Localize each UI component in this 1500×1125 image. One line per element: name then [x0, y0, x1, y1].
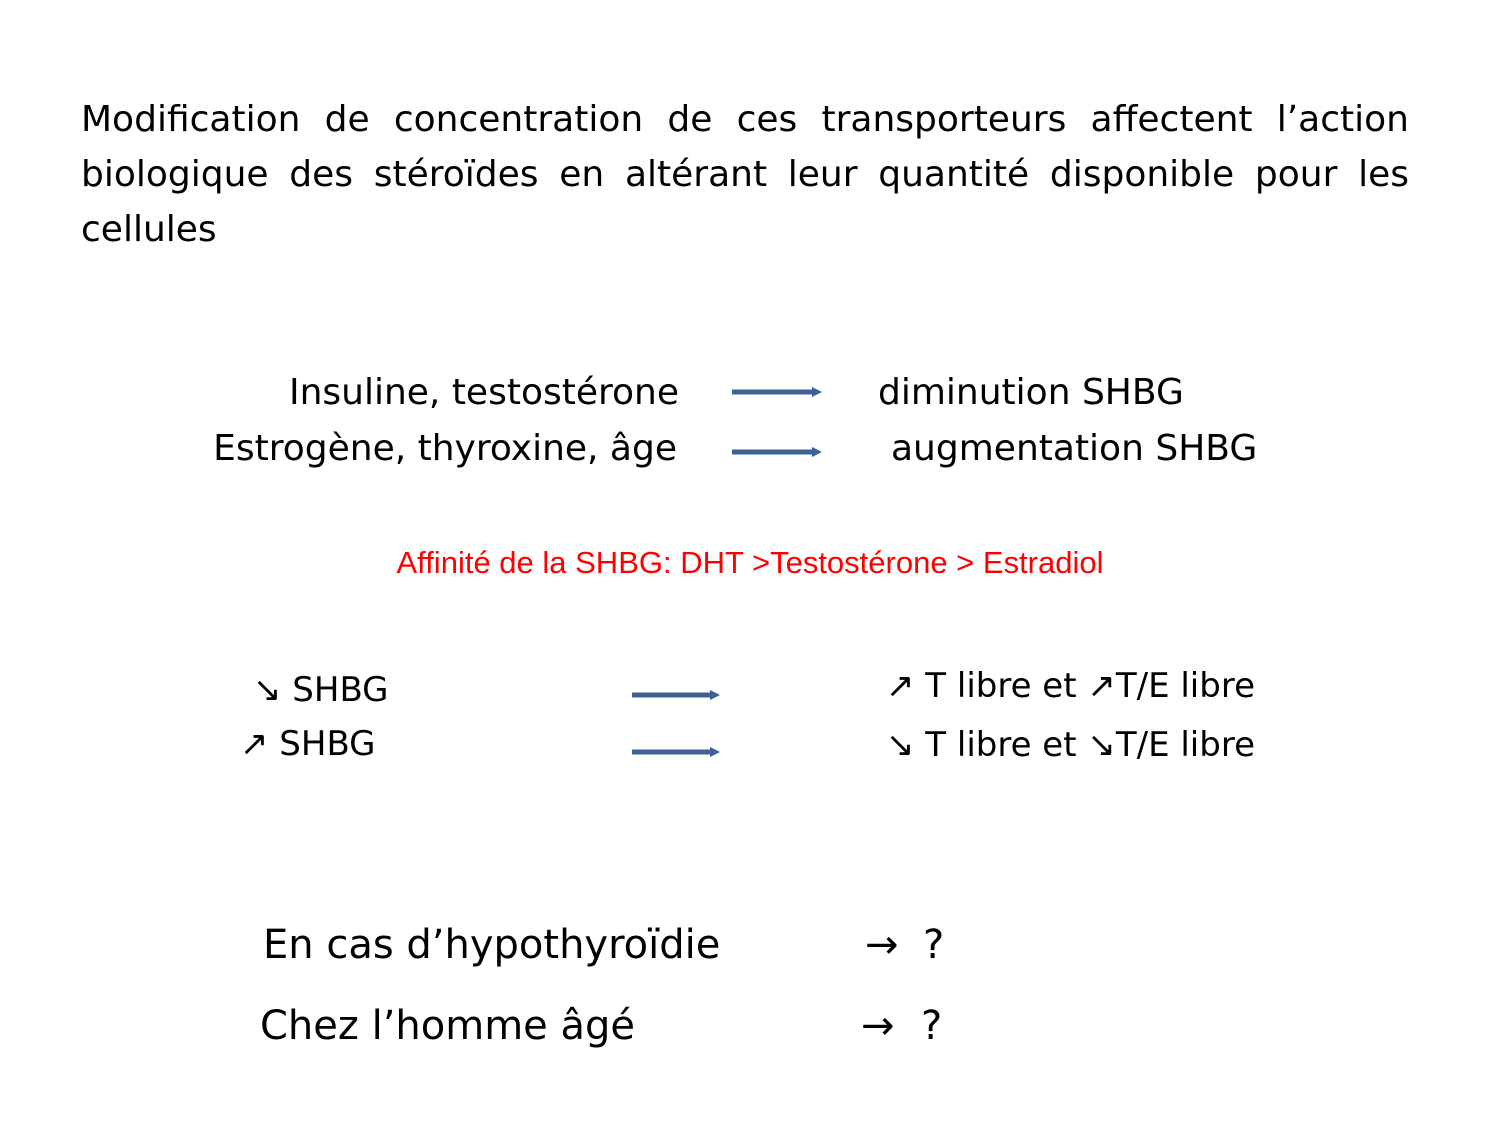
consequence-effect-2: ↘ T libre et ↘T/E libre	[886, 725, 1255, 765]
right-arrow-icon	[730, 444, 824, 460]
question-arrow-icon: →	[861, 1003, 895, 1049]
consequence-effect-1: ↗ T libre et ↗T/E libre	[886, 666, 1255, 706]
question-label-1: En cas d’hypothyroïdie	[263, 922, 721, 968]
right-arrow-icon	[630, 744, 722, 760]
consequence-cause-1: ↘ SHBG	[253, 670, 389, 710]
regulation-effect-1: diminution SHBG	[878, 372, 1184, 413]
regulation-cause-1: Insuline, testostérone	[288, 372, 679, 413]
question-arrow-icon: →	[865, 922, 899, 968]
right-arrow-icon	[730, 384, 824, 400]
intro-paragraph: Modification de concentration de ces transporteurs affectent l’action biologique des stéroïdes en altérant leur quantité disponible pour les cellules	[81, 99, 1409, 250]
regulation-effect-2: augmentation SHBG	[891, 428, 1258, 469]
question-answer-1: ?	[923, 922, 945, 968]
question-answer-2: ?	[921, 1003, 943, 1049]
right-arrow-icon	[630, 687, 722, 703]
question-label-2: Chez l’homme âgé	[260, 1003, 636, 1049]
consequence-cause-2: ↗ SHBG	[240, 724, 376, 764]
regulation-cause-2: Estrogène, thyroxine, âge	[213, 428, 677, 469]
affinity-note: Affinité de la SHBG: DHT >Testostérone > Estradiol	[396, 545, 1104, 580]
